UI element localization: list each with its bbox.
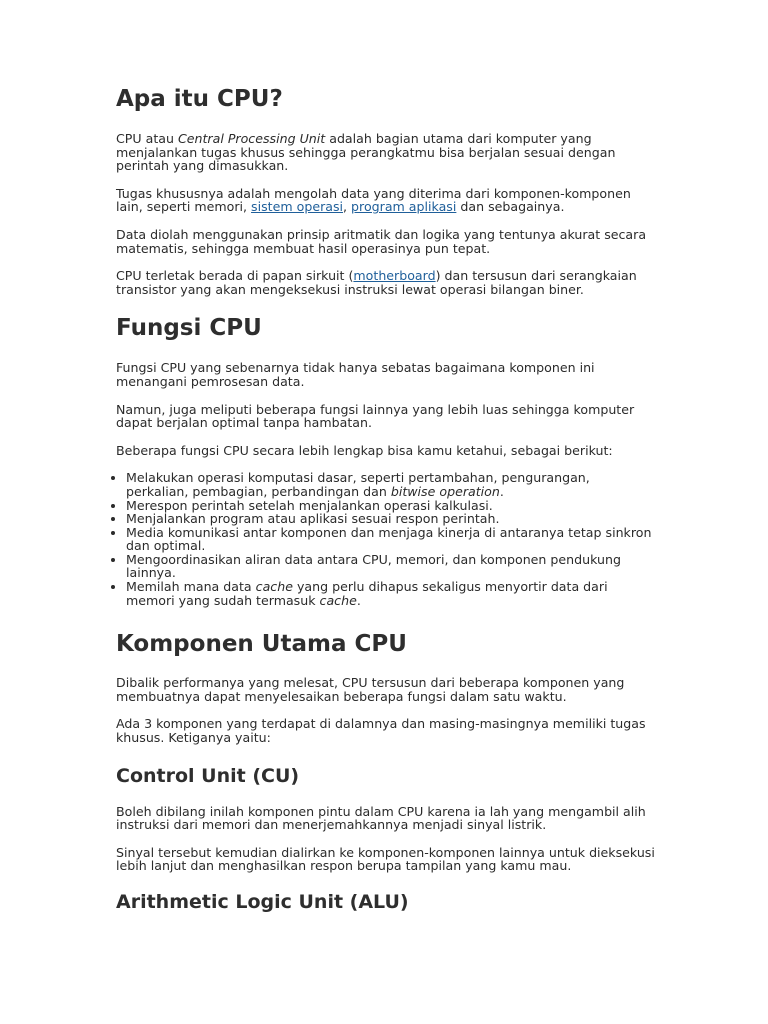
paragraph-cpu-tasks: Tugas khususnya adalah mengolah data yang diterima dari komponen-komponen lain, seperti memori, sistem operasi, program aplikasi dan sebagainya. — [116, 185, 631, 215]
paragraph-cu-signal: Sinyal tersebut kemudian dialirkan ke komponen-komponen lainnya untuk dieksekusi lebih lanjut dan menghasilkan respon berupa tampilan yang kamu mau. — [116, 844, 655, 874]
paragraph-data-processing: Data diolah menggunakan prinsip aritmatik dan logika yang tentunya akurat secara matematis, sehingga membuat hasil operasinya pun tepat. — [116, 226, 647, 256]
list-item: • Melakukan operasi komputasi dasar, seperti pertambahan, pengurangan, perkalian, pembagian, perbandingan dan bitwise operation. — [126, 471, 656, 498]
heading-apa-itu-cpu: Apa itu CPU? — [116, 86, 283, 112]
list-item: • Media komunikasi antar komponen dan menjaga kinerja di antaranya tetap sinkron dan optimal. — [126, 526, 656, 553]
article-body — [116, 84, 656, 915]
paragraph-cpu-definition: CPU atau Central Processing Unit adalah bagian utama dari komputer yang menjalankan tugas khusus sehingga perangkatmu bisa berjalan sesuai dengan perintah yang dimasukkan. — [116, 131, 616, 174]
heading-control-unit: Control Unit (CU) — [116, 764, 300, 787]
link-program-aplikasi[interactable]: program aplikasi — [351, 199, 457, 215]
list-fungsi-cpu — [116, 471, 656, 607]
heading-alu: Arithmetic Logic Unit (ALU) — [116, 891, 409, 913]
paragraph-fungsi-list-intro: Beberapa fungsi CPU secara lebih lengkap bisa kamu ketahui, sebagai berikut: — [116, 442, 613, 458]
list-item: • Merespon perintah setelah menjalankan operasi kalkulasi. — [126, 499, 656, 513]
paragraph-cu-description: Boleh dibilang inilah komponen pintu dalam CPU karena ia lah yang mengambil alih instruksi dari memori dan menerjemahkannya menjadi sinyal listrik. — [116, 803, 646, 833]
heading-komponen-utama-cpu: Komponen Utama CPU — [116, 631, 407, 658]
list-item: • Menjalankan program atau aplikasi sesuai respon perintah. — [126, 512, 656, 526]
paragraph-komponen-count: Ada 3 komponen yang terdapat di dalamnya dan masing-masingnya memiliki tugas khusus. Ketiganya yaitu: — [116, 716, 646, 746]
heading-fungsi-cpu: Fungsi CPU — [116, 315, 262, 342]
paragraph-komponen-intro: Dibalik performanya yang melesat, CPU tersusun dari beberapa komponen yang membuatnya dapat menyelesaikan beberapa fungsi dalam satu waktu. — [116, 675, 625, 704]
paragraph-fungsi-intro: Fungsi CPU yang sebenarnya tidak hanya sebatas bagaimana komponen ini menangani pemrosesan data. — [116, 360, 595, 389]
link-sistem-operasi[interactable]: sistem operasi — [251, 199, 344, 215]
list-item: • Memilah mana data cache yang perlu dihapus sekaligus menyortir data dari memori yang sudah termasuk cache. — [126, 580, 656, 607]
term-central-processing-unit: Central Processing Unit — [177, 131, 326, 146]
paragraph-fungsi-lainnya: Namun, juga meliputi beberapa fungsi lainnya yang lebih luas sehingga komputer dapat berjalan optimal tanpa hambatan. — [116, 401, 635, 431]
link-motherboard[interactable]: motherboard — [353, 268, 436, 284]
paragraph-cpu-location: CPU terletak berada di papan sirkuit (motherboard) dan tersusun dari serangkaian transistor yang akan mengeksekusi instruksi lewat operasi bilangan biner. — [116, 268, 637, 297]
list-item: • Mengoordinasikan aliran data antara CPU, memori, dan komponen pendukung lainnya. — [126, 553, 656, 580]
